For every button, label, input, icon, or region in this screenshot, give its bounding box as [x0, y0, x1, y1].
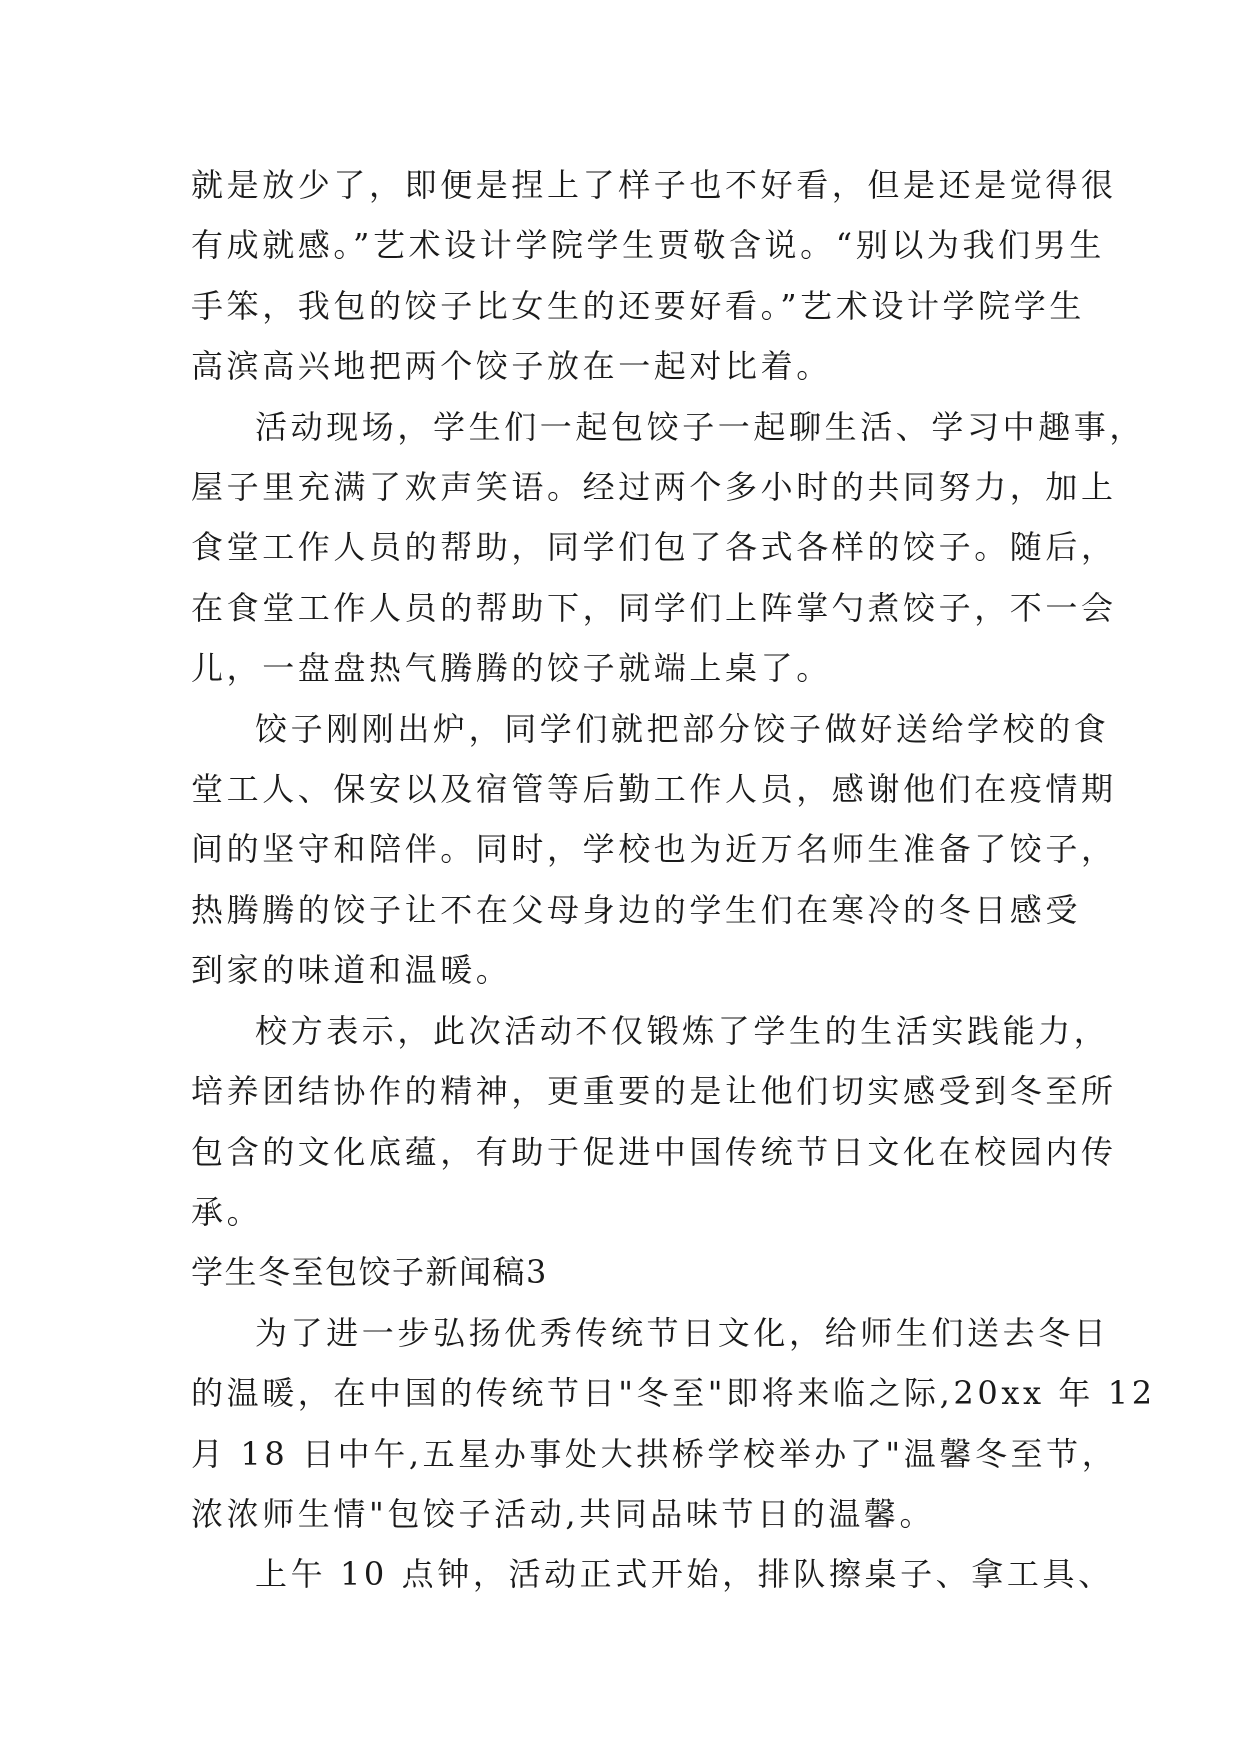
text-line: 的温暖，在中国的传统节日"冬至"即将来临之际,20xx 年 12 [191, 1374, 1156, 1413]
text-line: 月 18 日中午,五星办事处大拱桥学校举办了"温馨冬至节， [191, 1434, 1118, 1473]
paragraph-4 [191, 1001, 1117, 1243]
paragraph-3 [191, 699, 1117, 1001]
text-line: 包含的文化底蕴，有助于促进中国传统节日文化在校园内传 [191, 1132, 1117, 1171]
text-line: 儿，一盘盘热气腾腾的饺子就端上桌了。 [191, 649, 832, 688]
text-line: 承。 [191, 1192, 263, 1231]
text-line: 热腾腾的饺子让不在父母身边的学生们在寒冷的冬日感受 [191, 890, 1082, 929]
paragraph-6 [191, 1544, 1114, 1604]
section-heading [191, 1242, 1071, 1302]
text-line: 有成就感。”艺术设计学院学生贾敬含说。“别以为我们男生 [191, 226, 1105, 265]
text-line: 校方表示，此次活动不仅锻炼了学生的生活实践能力， [255, 1011, 1110, 1050]
heading-text: 学生冬至包饺子新闻稿3 [191, 1253, 548, 1292]
document-body [191, 155, 1156, 1605]
text-line: 上午 10 点钟，活动正式开始，排队擦桌子、拿工具、 [255, 1555, 1114, 1594]
text-line: 手笨，我包的饺子比女生的还要好看。”艺术设计学院学生 [191, 286, 1085, 325]
text-line: 为了进一步弘扬优秀传统节日文化，给师生们送去冬日 [255, 1313, 1110, 1352]
text-line: 间的坚守和陪伴。同时，学校也为近万名师生准备了饺子， [191, 830, 1117, 869]
paragraph-5 [191, 1303, 1156, 1545]
text-line: 堂工人、保安以及宿管等后勤工作人员，感谢他们在疫情期 [191, 770, 1117, 809]
text-line: 培养团结协作的精神，更重要的是让他们切实感受到冬至所 [191, 1072, 1117, 1111]
paragraph-1 [191, 155, 1117, 397]
text-line: 就是放少了，即便是捏上了样子也不好看，但是还是觉得很 [191, 166, 1117, 204]
text-line: 高滨高兴地把两个饺子放在一起对比着。 [191, 347, 832, 386]
text-line: 饺子刚刚出炉，同学们就把部分饺子做好送给学校的食 [255, 709, 1110, 748]
text-line: 到家的味道和温暖。 [191, 951, 512, 990]
text-line: 活动现场，学生们一起包饺子一起聊生活、学习中趣事， [255, 407, 1146, 446]
text-line: 屋子里充满了欢声笑语。经过两个多小时的共同努力，加上 [191, 468, 1117, 507]
text-line: 浓浓师生情"包饺子活动,共同品味节日的温馨。 [191, 1494, 936, 1533]
text-line: 食堂工作人员的帮助，同学们包了各式各样的饺子。随后， [191, 528, 1117, 567]
text-line: 在食堂工作人员的帮助下，同学们上阵掌勺煮饺子，不一会 [191, 588, 1117, 627]
paragraph-2 [191, 397, 1146, 699]
